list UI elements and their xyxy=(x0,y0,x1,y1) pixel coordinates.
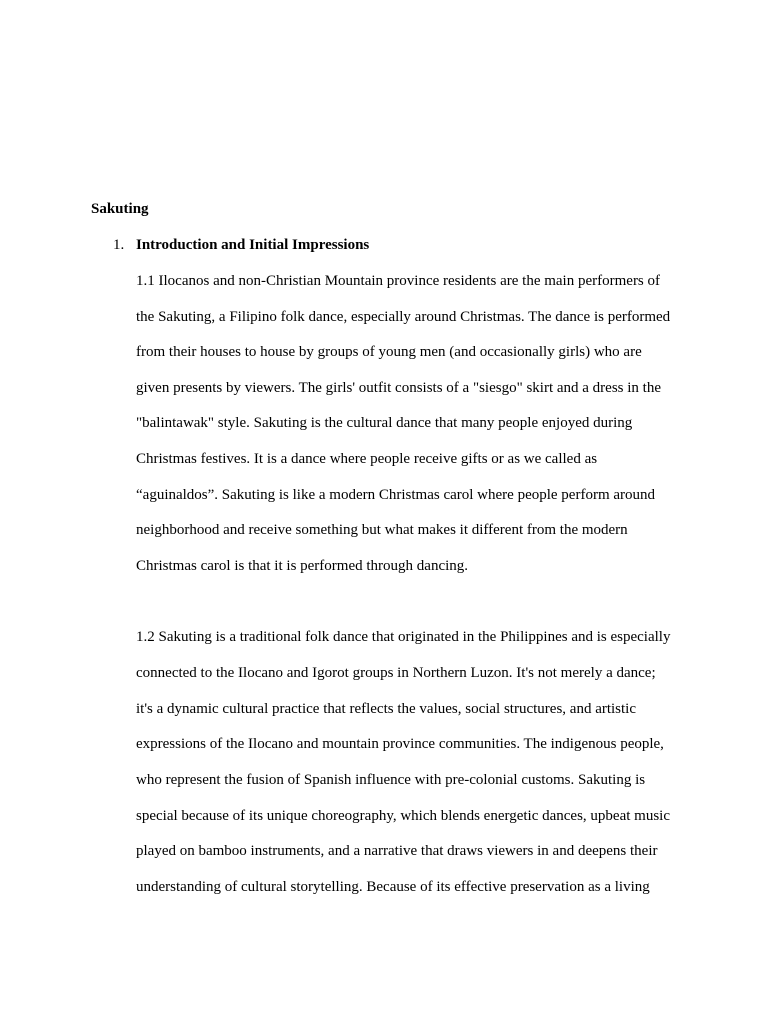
paragraph-line: played on bamboo instruments, and a narrative that draws viewers in and deepens their xyxy=(136,843,658,859)
section-heading-text: Introduction and Initial Impressions xyxy=(136,237,370,253)
paragraph-line: who represent the fusion of Spanish influence with pre-colonial customs. Sakuting is xyxy=(136,772,646,788)
paragraph-line: 1.2 Sakuting is a traditional folk dance that originated in the Philippines and is especially xyxy=(136,629,671,645)
section-1 xyxy=(91,235,691,255)
paragraph-line: Christmas festives. It is a dance where people receive gifts or as we called as xyxy=(136,451,598,467)
paragraph-line: Christmas carol is that it is performed through dancing. xyxy=(136,558,469,574)
paragraph-line: 1.1 Ilocanos and non-Christian Mountain province residents are the main performers of xyxy=(136,273,661,289)
paragraph-line: it's a dynamic cultural practice that reflects the values, social structures, and artistic xyxy=(136,701,637,717)
section-heading xyxy=(91,235,691,255)
document-title: Sakuting xyxy=(91,201,149,217)
paragraph-line: "balintawak" style. Sakuting is the cultural dance that many people enjoyed during xyxy=(136,415,633,431)
paragraph-line: the Sakuting, a Filipino folk dance, especially around Christmas. The dance is performed xyxy=(136,309,671,325)
paragraph-line: from their houses to house by groups of young men (and occasionally girls) who are xyxy=(136,344,642,360)
section-number: 1. xyxy=(113,237,125,253)
paragraph-line: neighborhood and receive something but what makes it different from the modern xyxy=(136,522,628,538)
paragraph-line: given presents by viewers. The girls' outfit consists of a "siesgo" skirt and a dress in the xyxy=(136,380,661,396)
paragraph-line: special because of its unique choreography, which blends energetic dances, upbeat music xyxy=(136,808,670,824)
paragraph-line: expressions of the Ilocano and mountain province communities. The indigenous people, xyxy=(136,736,664,752)
paragraph-line: understanding of cultural storytelling. Because of its effective preservation as a living xyxy=(136,879,650,895)
paragraph-line: “aguinaldos”. Sakuting is like a modern Christmas carol where people perform around xyxy=(136,487,656,503)
paragraph-line: connected to the Ilocano and Igorot groups in Northern Luzon. It's not merely a dance; xyxy=(136,665,656,681)
